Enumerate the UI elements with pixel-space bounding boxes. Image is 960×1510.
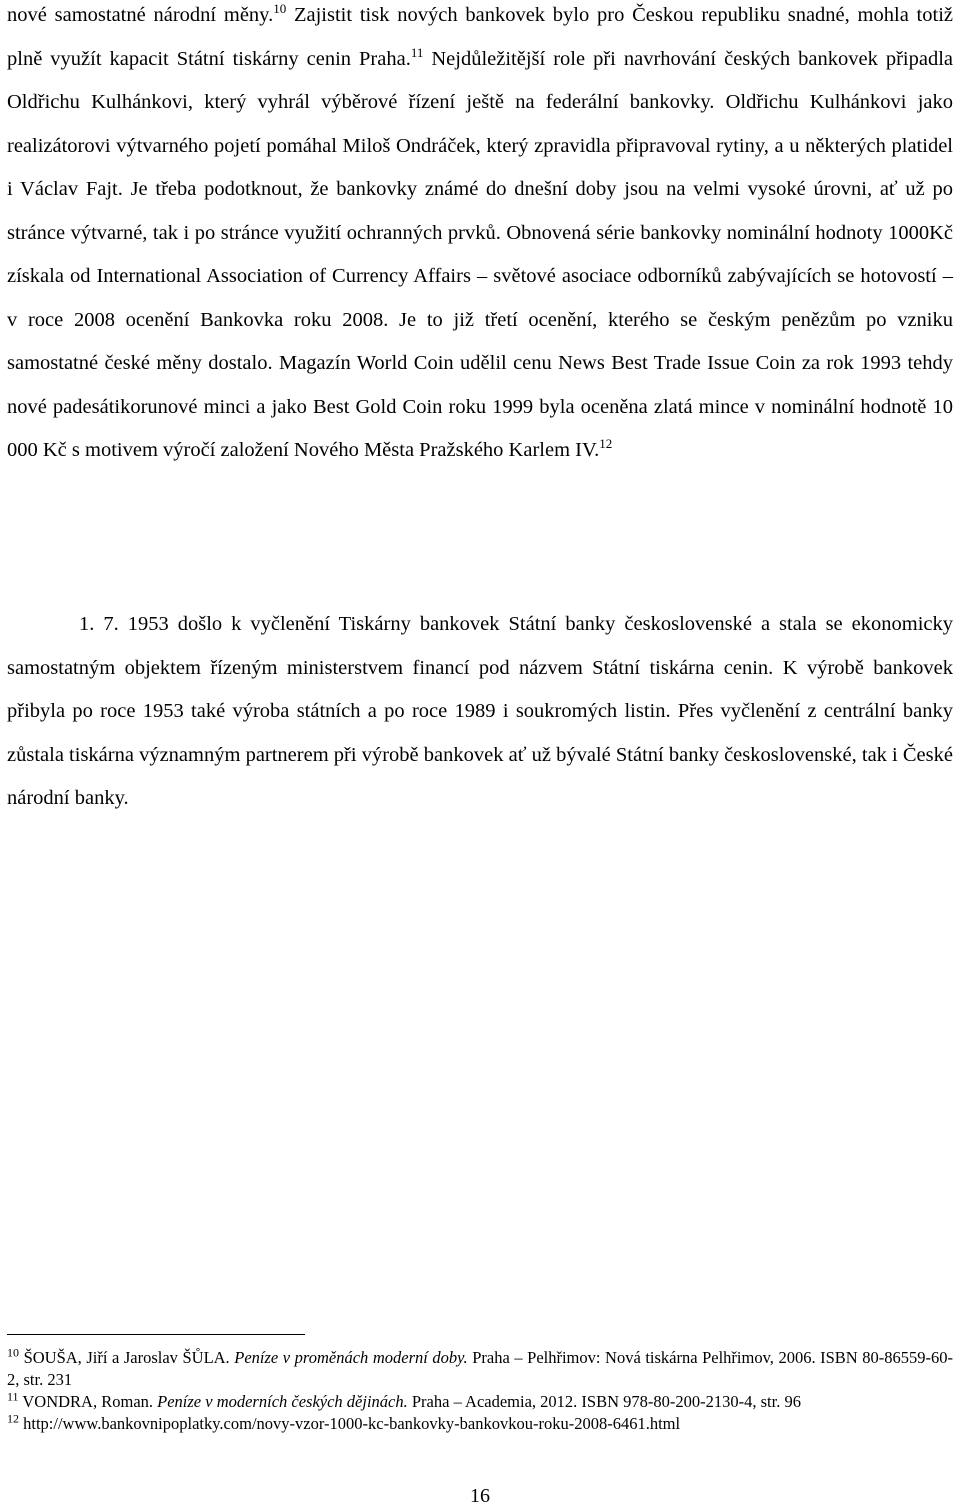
footnote-ref-12[interactable]: 12 <box>599 436 613 452</box>
page-number: 16 <box>470 1485 490 1507</box>
footnote-number: 12 <box>7 1411 19 1426</box>
footnote-text: VONDRA, Roman. <box>22 1392 158 1411</box>
footnote-11 <box>7 1391 953 1413</box>
footnote-ref-10[interactable]: 10 <box>273 1 287 17</box>
footnote-number: 10 <box>7 1345 19 1360</box>
footnote-url-link[interactable]: http://www.bankovnipoplatky.com/novy-vzor-1000-kc-bankovky-bankovkou-roku-2008-6461.html <box>23 1414 681 1433</box>
footnote-text: Praha – Academia, 2012. ISBN 978-80-200-2130-4, str. 96 <box>407 1392 801 1411</box>
paragraph-1-text-a: nové samostatné národní měny. <box>7 4 274 26</box>
footnote-10 <box>7 1347 953 1391</box>
body-paragraph-1 <box>7 0 953 473</box>
footnote-number: 11 <box>7 1389 19 1404</box>
footnote-text: Praha – Pelhřimov: Nová tiskárna Pelhřimov, 2006. ISBN 80-86559-60-2, str. 231 <box>7 1348 954 1389</box>
footnote-separator <box>7 1334 305 1335</box>
paragraph-1-text-b: Zajistit tisk nových bankovek bylo pro Českou republiku snadné, mohla totiž plně využít kapacit Státní tiskárny cenin Praha. <box>7 4 953 70</box>
paragraph-1-text-c: Nejdůležitější role při navrhování českých bankovek připadla Oldřichu Kulhánkovi, který vyhrál výběrové řízení ještě na federální bankovky. Oldřichu Kulhánkovi jako realizátorovi výtvarného pojetí pomáhal Miloš Ondráček, který zpravidla připravoval rytiny, a u některých platidel i Václav Fajt. Je třeba podotknout, že bankovky známé do dnešní doby jsou na velmi vysoké úrovni, ať už po stránce výtvarné, tak i po stránce využití ochranných prvků. Obnovená série bankovky nominální hodnoty 1000Kč získala od International Association of Currency Affairs – světové asociace odborníků zabývajících se hotovostí – v roce 2008 ocenění Bankovka roku 2008. Je to již třetí ocenění, kterého se českým penězům po vzniku samostatné české měny dostalo. Magazín World Coin udělil cenu News Best Trade Issue Coin za rok 1993 tehdy nové padesátikorunové minci a jako Best Gold Coin roku 1999 byla oceněna zlatá mince v nominální hodnotě 10 000 Kč s motivem výročí založení Nového Města Pražského Karlem IV. <box>7 47 953 461</box>
footnote-text: ŠOUŠA, Jiří a Jaroslav ŠŮLA. <box>23 1348 235 1367</box>
footnote-12 <box>7 1413 953 1435</box>
footnote-ref-11[interactable]: 11 <box>410 44 424 60</box>
body-paragraph-2: 1. 7. 1953 došlo k vyčlenění Tiskárny bankovek Státní banky československé a stala se ekonomicky samostatným objektem řízeným ministerstvem financí pod názvem Státní tiskárna cenin. K výrobě bankovek přibyla po roce 1953 také výroba státních a po roce 1989 i soukromých listin. Přes vyčlenění z centrální banky zůstala tiskárna významným partnerem při výrobě bankovek ať už bývalé Státní banky československé, tak i České národní banky. <box>7 613 953 809</box>
footnotes-section <box>7 1347 953 1435</box>
footnote-title: Peníze v moderních českých dějinách. <box>157 1392 408 1411</box>
footnote-title: Peníze v proměnách moderní doby. <box>234 1348 468 1367</box>
